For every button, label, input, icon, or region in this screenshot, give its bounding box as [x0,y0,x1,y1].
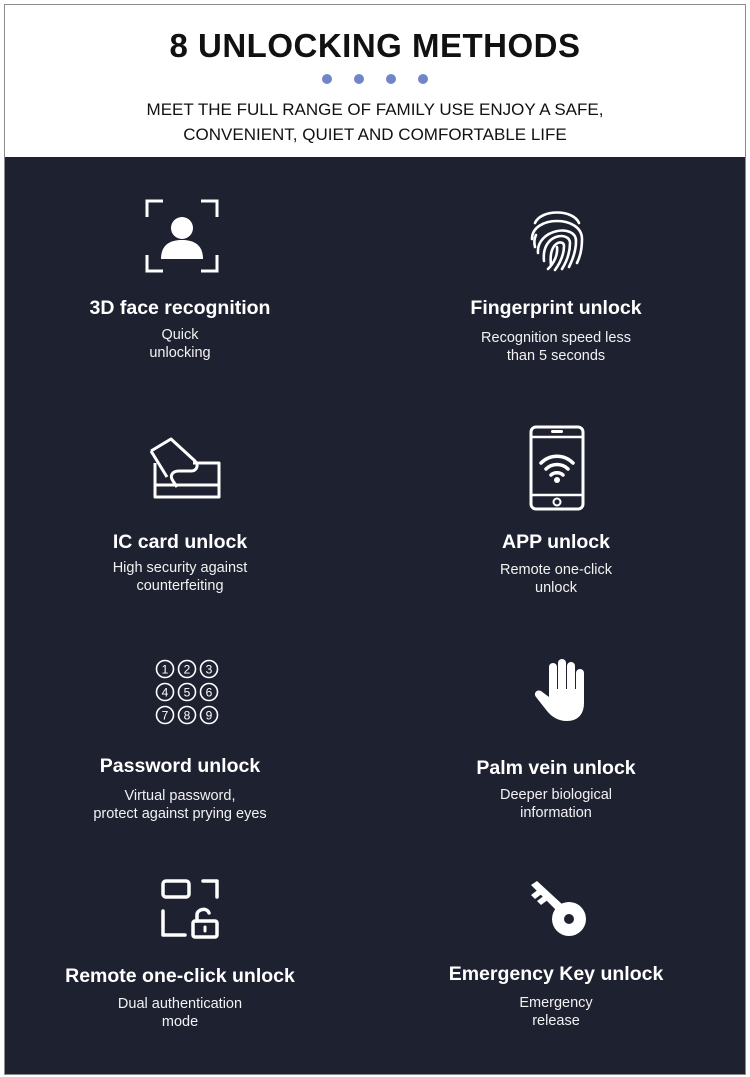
keypad-digit-1 [157,661,174,678]
keypad-icon [155,659,221,729]
feature-description: Remote one-click unlock [499,562,612,596]
keypad-digit-4 [157,684,174,701]
feature-description: Emergency release [519,995,593,1029]
feature-title: Palm vein unlock [476,757,636,779]
svg-text:8: 8 [183,708,191,723]
page-frame [4,4,746,1075]
card-icon [147,435,223,501]
keypad-digit-9 [201,707,218,724]
palm-icon [533,657,591,723]
decorative-dots [5,74,745,84]
feature-title: Fingerprint unlock [470,297,642,319]
keypad-digit-3 [201,661,218,678]
feature-description: High security against counterfeiting [112,560,248,594]
dot [386,74,396,84]
svg-text:7: 7 [161,708,169,723]
fingerprint-icon [527,203,587,273]
remote-unlock-icon [159,877,221,941]
feature-title: Password unlock [99,755,261,777]
svg-text:3: 3 [205,662,213,677]
page-title: 8 UNLOCKING METHODS [169,27,581,64]
keypad-digit-6 [201,684,218,701]
keypad-digit-5 [179,684,196,701]
subtitle-line-1: MEET THE FULL RANGE OF FAMILY USE ENJOY A SAFE, [146,100,604,119]
feature-title: Remote one-click unlock [65,965,295,987]
feature-description: Quick unlocking [149,327,211,361]
svg-text:6: 6 [205,685,213,700]
key-icon [527,877,589,939]
feature-description: Deeper biological information [499,787,613,821]
feature-description: Dual authentication mode [117,996,243,1030]
smartphone-wifi-icon [529,425,585,511]
keypad-digit-8 [179,707,196,724]
dot [322,74,332,84]
feature-title: IC card unlock [112,531,248,553]
feature-description: Virtual password, protect against prying eyes [93,788,267,822]
svg-text:2: 2 [183,662,191,677]
page-subtitle [65,97,685,147]
feature-description: Recognition speed less than 5 seconds [481,330,631,364]
header [5,5,745,157]
svg-text:9: 9 [205,708,213,723]
features-panel [5,157,745,1074]
svg-text:4: 4 [161,685,169,700]
dot [354,74,364,84]
svg-text:1: 1 [161,662,169,677]
keypad-digit-2 [179,661,196,678]
face-scan-icon [145,199,219,273]
keypad-digit-7 [157,707,174,724]
feature-title: Emergency Key unlock [448,963,664,985]
subtitle-line-2: CONVENIENT, QUIET AND COMFORTABLE LIFE [183,125,567,144]
feature-title: APP unlock [501,531,610,553]
feature-title: 3D face recognition [89,297,271,319]
dot [418,74,428,84]
svg-text:5: 5 [183,685,191,700]
